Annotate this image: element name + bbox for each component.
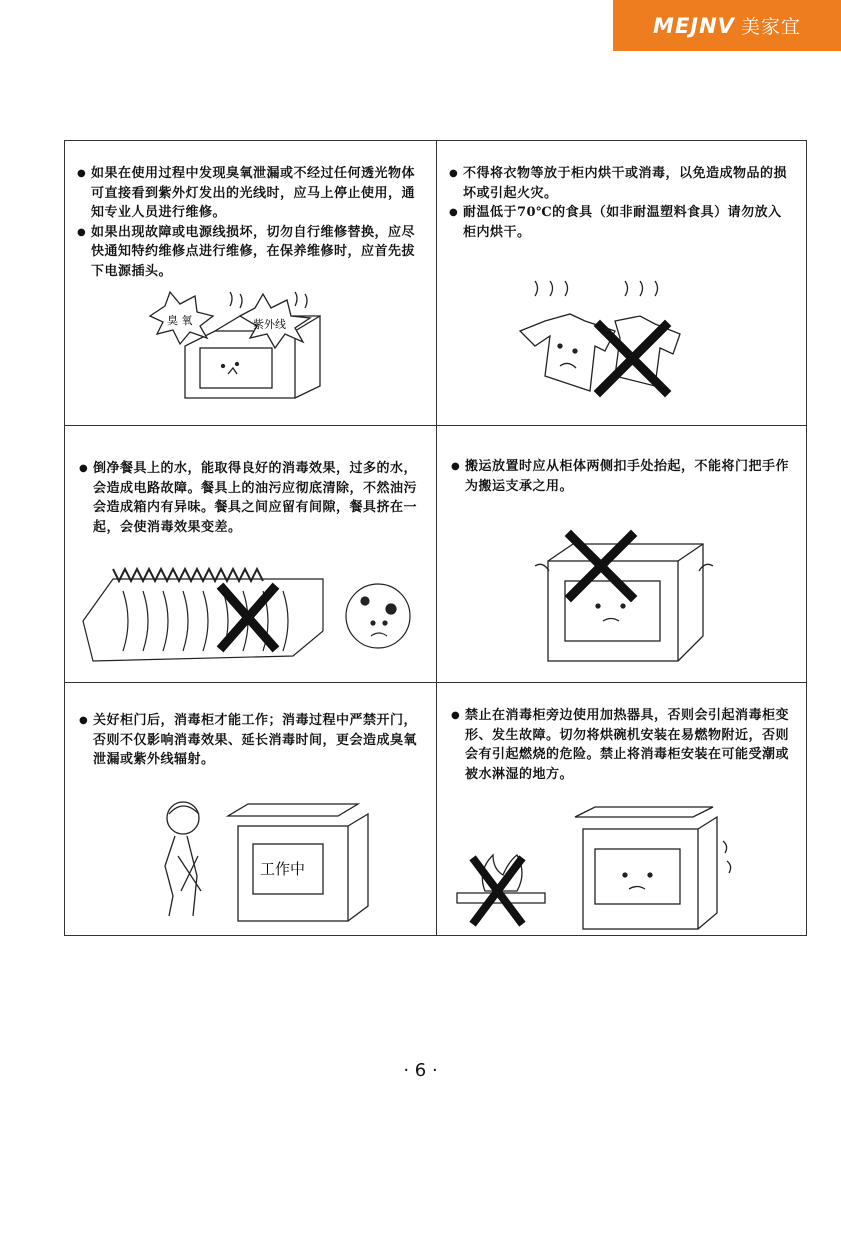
cell-ozone-leak	[77, 164, 427, 281]
cell-close-door	[79, 711, 424, 770]
cell-1-item-2: ● 如果出现故障或电源线损坏，切勿自行维修替换，应尽快通知特约维修点进行维修，在保养维修时，应首先拔下电源插头。	[77, 223, 427, 282]
cell-no-clothes	[449, 164, 794, 242]
page-number: · 6 ·	[403, 1060, 438, 1081]
cell-5-item-1: ● 关好柜门后，消毒柜才能工作；消毒过程中严禁开门，否则不仅影响消毒效果、延长消毒时间，更会造成臭氧泄漏或紫外线辐射。	[79, 711, 424, 770]
cell-no-heater	[451, 706, 796, 784]
no-heater-illustration	[455, 811, 785, 931]
grid-divider-vertical	[436, 141, 437, 935]
cell-1-list	[77, 164, 427, 281]
grid-divider-row2	[65, 682, 806, 683]
cell-4-list	[451, 457, 791, 496]
dishes-crossed-illustration	[73, 561, 423, 671]
cell-carry-cabinet	[451, 457, 791, 496]
cell-drain-water	[79, 459, 424, 537]
cabinet-ozone-illustration	[145, 286, 365, 416]
label-uv: 紫外线	[253, 318, 286, 331]
label-ozone: 臭 氧	[167, 314, 193, 327]
label-working: 工作中	[260, 860, 306, 878]
cell-2-list	[449, 164, 794, 242]
safety-grid	[64, 140, 807, 936]
clothes-crossed-illustration	[505, 276, 725, 406]
cell-6-item-1: ● 禁止在消毒柜旁边使用加热器具，否则会引起消毒柜变形、发生故障。切勿将烘碗机安装在易燃物附近，否则会有引起燃烧的危险。禁止将消毒柜安装在可能受潮或被水淋湿的地方。	[451, 706, 796, 784]
brand-header	[613, 0, 841, 51]
grid-divider-row1	[65, 425, 806, 426]
brand-name: 美家宜	[740, 16, 801, 38]
cell-2-item-1: ● 不得将衣物等放于柜内烘干或消毒，以免造成物品的损坏或引起火灾。	[449, 164, 794, 203]
cell-1-item-1: ● 如果在使用过程中发现臭氧泄漏或不经过任何透光物体可直接看到紫外灯发出的光线时，应马上停止使用，通知专业人员进行维修。	[77, 164, 427, 223]
working-cabinet-illustration	[153, 796, 393, 926]
brand-logo: MEJNV	[653, 13, 735, 38]
cell-2-item-2: ● 耐温低于70℃的食具（如非耐温塑料食具）请勿放入柜内烘干。	[449, 203, 794, 242]
cell-5-list	[79, 711, 424, 770]
cabinet-carry-crossed-illustration	[533, 526, 733, 666]
cell-4-item-1: ● 搬运放置时应从柜体两侧扣手处抬起，不能将门把手作为搬运支承之用。	[451, 457, 791, 496]
cell-3-item-1: ● 倒净餐具上的水，能取得良好的消毒效果，过多的水，会造成电路故障。餐具上的油污应彻底清除，不然油污会造成箱内有异味。餐具之间应留有间隙，餐具挤在一起，会使消毒效果变差。	[79, 459, 424, 537]
cell-6-list	[451, 706, 796, 784]
cell-3-list	[79, 459, 424, 537]
